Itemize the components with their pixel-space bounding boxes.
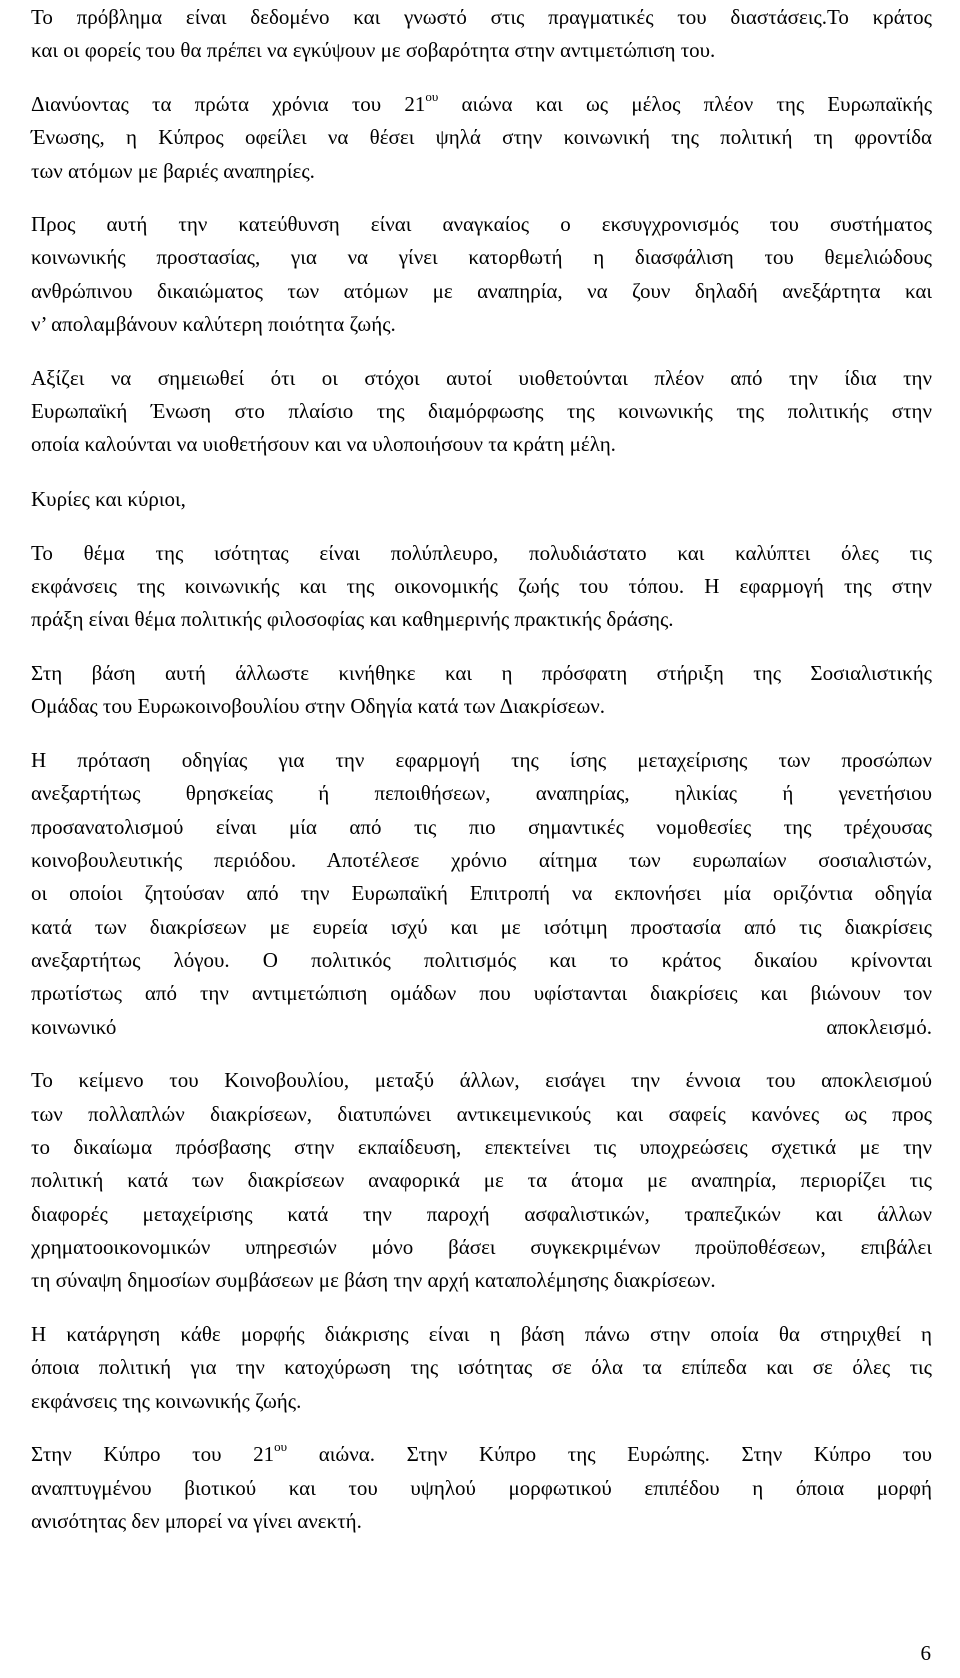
text-line [31, 88, 932, 121]
text-line: Ομάδας του Ευρωκοινοβουλίου στην Οδηγία κατά των Διακρίσεων. [31, 694, 606, 718]
text-line: Ένωσης, η Κύπρος οφείλει να θέσει ψηλά στην κοινωνική της πολιτική τη φροντίδα [31, 125, 932, 149]
text-line: των πολλαπλών διακρίσεων, διατυπώνει αντικειμενικούς και σαφείς κανόνες ως προς [31, 1102, 932, 1126]
text-line: ανεξαρτήτως θρησκείας ή πεποιθήσεων, αναπηρίας, ηλικίας ή γενετήσιου [31, 781, 932, 805]
text-line [31, 1438, 932, 1471]
text-line: όποια πολιτική για την κατοχύρωση της ισότητας σε όλα τα επίπεδα και σε όλες τις [31, 1355, 932, 1379]
text-fragment: αιώνα και ως μέλος πλέον της Ευρωπαϊκής [438, 92, 933, 116]
text-line: Στη βάση αυτή άλλωστε κινήθηκε και η πρόσφατη στήριξη της Σοσιαλιστικής [31, 661, 932, 685]
text-line: εκφάνσεις της κοινωνικής και της οικονομικής ζωής του τόπου. Η εφαρμογή της στην [31, 574, 932, 598]
text-line: ανισότητας δεν μπορεί να γίνει ανεκτή. [31, 1509, 362, 1533]
text-line: ανθρώπινου δικαιώματος των ατόμων με αναπηρία, να ζουν δηλαδή ανεξάρτητα και [31, 279, 932, 303]
text-line: πράξη είναι θέμα πολιτικής φιλοσοφίας και καθημερινής πρακτικής δράσης. [31, 607, 674, 631]
text-line: Η κατάργηση κάθε μορφής διάκρισης είναι η βάση πάνω στην οποία θα στηριχθεί η [31, 1322, 932, 1346]
text-line: Η πρόταση οδηγίας για την εφαρμογή της ίσης μεταχείρισης των προσώπων [31, 748, 932, 772]
document-page [31, 0, 932, 1678]
page-number: 6 [920, 1641, 931, 1665]
salutation: Κυρίες και κύριοι, [31, 487, 186, 511]
text-line: Το πρόβλημα είναι δεδομένο και γνωστό στις πραγματικές του διαστάσεις.Το κράτος [31, 5, 932, 29]
superscript: ου [274, 1439, 288, 1454]
text-line: ν’ απολαμβάνουν καλύτερη ποιότητα ζωής. [31, 312, 396, 336]
text-line: Το θέμα της ισότητας είναι πολύπλευρο, πολυδιάστατο και καλύπτει όλες τις [31, 541, 932, 565]
text-line: εκφάνσεις της κοινωνικής ζωής. [31, 1389, 302, 1413]
text-line: προσανατολισμού είναι μία από τις πιο σημαντικές νομοθεσίες της τρέχουσας [31, 815, 932, 839]
text-line: τη σύναψη δημοσίων συμβάσεων με βάση την αρχή καταπολέμησης διακρίσεων. [31, 1268, 716, 1292]
text-line: Το κείμενο του Κοινοβουλίου, μεταξύ άλλων, εισάγει την έννοια του αποκλεισμού [31, 1068, 932, 1092]
text-line: κοινωνικής προστασίας, για να γίνει κατορθωτή η διασφάλιση του θεμελιώδους [31, 245, 932, 269]
text-fragment: αιώνα. Στην Κύπρο της Ευρώπης. Στην Κύπρο του [287, 1442, 933, 1466]
text-line: το δικαίωμα πρόσβασης στην εκπαίδευση, επεκτείνει τις υποχρεώσεις σχετικά με την [31, 1135, 932, 1159]
text-line [31, 1011, 932, 1044]
text-fragment: Διανύοντας τα πρώτα χρόνια του 21 [31, 92, 426, 116]
text-line: Προς αυτή την κατεύθυνση είναι αναγκαίος ο εκσυγχρονισμός του συστήματος [31, 212, 932, 236]
text-line: πρωτίστως από την αντιμετώπιση ομάδων που υφίστανται διακρίσεις και βιώνουν τον [31, 981, 932, 1005]
text-fragment: Στην Κύπρο του 21 [31, 1442, 275, 1466]
superscript: ου [425, 89, 439, 104]
text-fragment: κοινωνικό [31, 1015, 117, 1039]
text-line: πολιτική κατά των διακρίσεων αναφορικά με τα άτομα με αναπηρία, περιορίζει τις [31, 1168, 932, 1192]
text-line: χρηματοοικονομικών υπηρεσιών μόνο βάσει συγκεκριμένων προϋποθέσεων, επιβάλει [31, 1235, 932, 1259]
text-line: οι οποίοι ζητούσαν από την Ευρωπαϊκή Επιτροπή να εκπονήσει μία οριζόντια οδηγία [31, 881, 932, 905]
text-line: οποία καλούνται να υιοθετήσουν και να υλοποιήσουν τα κράτη μέλη. [31, 432, 616, 456]
text-fragment: αποκλεισμό. [826, 1015, 932, 1039]
text-line: αναπτυγμένου βιοτικού και του υψηλού μορφωτικού επιπέδου η όποια μορφή [31, 1476, 932, 1500]
text-line: διαφορές μεταχείρισης κατά την παροχή ασφαλιστικών, τραπεζικών και άλλων [31, 1202, 932, 1226]
text-line: κατά των διακρίσεων με ευρεία ισχύ και με ισότιμη προστασία από τις διακρίσεις [31, 915, 932, 939]
text-line: κοινοβουλευτικής περιόδου. Αποτέλεσε χρόνιο αίτημα των ευρωπαίων σοσιαλιστών, [31, 848, 932, 872]
text-line: Ευρωπαϊκή Ένωση στο πλαίσιο της διαμόρφωσης της κοινωνικής της πολιτικής στην [31, 399, 932, 423]
text-line: Αξίζει να σημειωθεί ότι οι στόχοι αυτοί υιοθετούνται πλέον από την ίδια την [31, 366, 932, 390]
text-line: των ατόμων με βαριές αναπηρίες. [31, 159, 315, 183]
text-line: ανεξαρτήτως λόγου. Ο πολιτικός πολιτισμός και το κράτος δικαίου κρίνονται [31, 948, 932, 972]
text-line: και οι φορείς του θα πρέπει να εγκύψουν με σοβαρότητα στην αντιμετώπιση του. [31, 38, 716, 62]
